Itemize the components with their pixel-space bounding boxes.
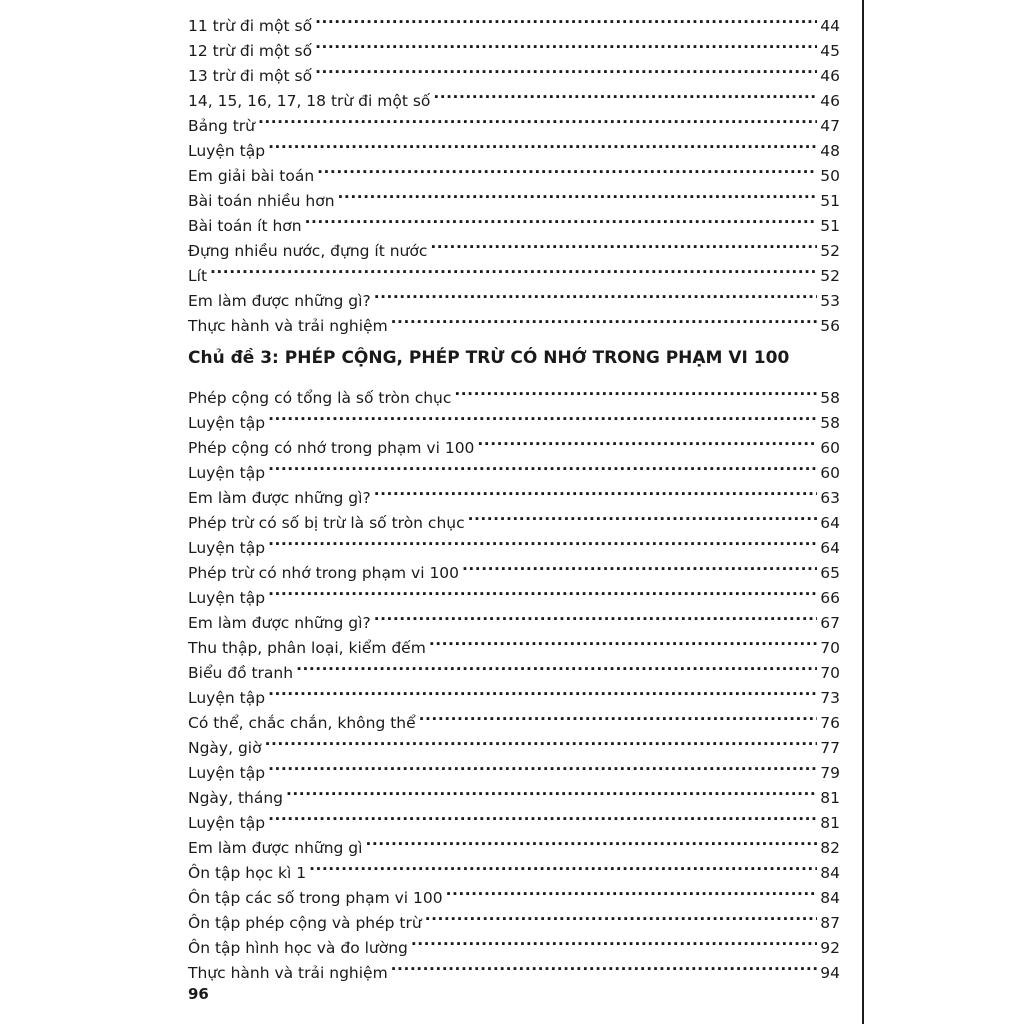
toc-dot-leader	[315, 31, 817, 56]
toc-entry-title: Có thể, chắc chắn, không thể	[188, 714, 416, 732]
toc-entry	[188, 478, 840, 507]
toc-dot-leader	[268, 803, 817, 828]
toc-dot-leader	[425, 903, 817, 928]
toc-dot-leader	[268, 678, 817, 703]
toc-entry-title: Em làm được những gì?	[188, 614, 371, 632]
toc-entry-title: Bài toán nhiều hơn	[188, 192, 335, 210]
toc-entry-title: Lít	[188, 267, 208, 285]
toc-entry-title: Ngày, giờ	[188, 739, 262, 757]
toc-entry-page: 92	[820, 939, 840, 957]
toc-entry-page: 56	[820, 317, 840, 335]
toc-dot-leader	[411, 928, 817, 953]
toc-dot-leader	[317, 156, 817, 181]
toc-entry-page: 53	[820, 292, 840, 310]
toc-entry-page: 44	[820, 17, 840, 35]
toc-entry-page: 58	[820, 389, 840, 407]
toc-entry-page: 87	[820, 914, 840, 932]
toc-entry-title: Luyện tập	[188, 814, 266, 832]
toc-entry-page: 82	[820, 839, 840, 857]
toc-dot-leader	[419, 703, 817, 728]
toc-entry-page: 60	[820, 439, 840, 457]
page-number: 96	[188, 985, 209, 1003]
toc-entry	[188, 156, 840, 185]
toc-section-chu-de-3	[188, 378, 840, 982]
toc-dot-leader	[477, 428, 817, 453]
toc-dot-leader	[296, 653, 817, 678]
toc-entry-page: 70	[820, 639, 840, 657]
toc-entry-title: Phép trừ có nhớ trong phạm vi 100	[188, 564, 460, 582]
toc-entry-page: 58	[820, 414, 840, 432]
toc-entry-page: 48	[820, 142, 840, 160]
toc-dot-leader	[468, 503, 817, 528]
toc-entry-page: 63	[820, 489, 840, 507]
toc-entry-title: Phép cộng có tổng là số tròn chục	[188, 389, 452, 407]
toc-entry-title: 12 trừ đi một số	[188, 42, 313, 60]
toc-dot-leader	[315, 6, 817, 31]
toc-entry-page: 65	[820, 564, 840, 582]
toc-entry	[188, 703, 840, 732]
toc-dot-leader	[446, 878, 817, 903]
toc-entry-title: Thu thập, phân loại, kiểm đếm	[188, 639, 426, 657]
toc-dot-leader	[391, 306, 817, 331]
toc-dot-leader	[430, 231, 817, 256]
toc-entry	[188, 528, 840, 557]
toc-entry-title: Luyện tập	[188, 414, 266, 432]
toc-entry	[188, 678, 840, 707]
toc-entry-page: 64	[820, 514, 840, 532]
toc-dot-leader	[433, 81, 817, 106]
toc-entry-page: 52	[820, 242, 840, 260]
toc-entry-page: 76	[820, 714, 840, 732]
toc-entry	[188, 828, 840, 857]
toc-entry	[188, 753, 840, 782]
toc-entry-title: Ôn tập các số trong phạm vi 100	[188, 889, 443, 907]
toc-entry	[188, 281, 840, 310]
toc-entry	[188, 428, 840, 457]
toc-entry-title: Em làm được những gì?	[188, 489, 371, 507]
toc-entry-page: 81	[820, 789, 840, 807]
toc-entry	[188, 453, 840, 482]
toc-entry-page: 64	[820, 539, 840, 557]
toc-entry-page: 46	[820, 92, 840, 110]
toc-dot-leader	[268, 453, 817, 478]
toc-entry	[188, 778, 840, 807]
toc-entry	[188, 378, 840, 407]
toc-dot-leader	[338, 181, 817, 206]
toc-dot-leader	[286, 778, 817, 803]
toc-dot-leader	[374, 478, 817, 503]
toc-entry	[188, 256, 840, 285]
toc-entry	[188, 553, 840, 582]
toc-entry	[188, 728, 840, 757]
toc-dot-leader	[374, 603, 817, 628]
toc-dot-leader	[309, 853, 817, 878]
toc-entry	[188, 106, 840, 135]
toc-entry-page: 66	[820, 589, 840, 607]
toc-dot-leader	[305, 206, 817, 231]
toc-dot-leader	[210, 256, 817, 281]
toc-dot-leader	[268, 578, 817, 603]
section-heading: Chủ đề 3: PHÉP CỘNG, PHÉP TRỪ CÓ NHỚ TRONG PHẠM VI 100	[188, 348, 790, 368]
toc-entry-page: 52	[820, 267, 840, 285]
toc-entry-page: 45	[820, 42, 840, 60]
toc-entry-title: Đựng nhiều nước, đựng ít nước	[188, 242, 428, 260]
toc-entry-title: Bài toán ít hơn	[188, 217, 302, 235]
toc-entry-title: Ôn tập học kì 1	[188, 864, 307, 882]
toc-entry-title: Luyện tập	[188, 589, 266, 607]
toc-entry-page: 51	[820, 192, 840, 210]
toc-entry-title: Luyện tập	[188, 142, 266, 160]
toc-dot-leader	[374, 281, 817, 306]
table-of-contents	[188, 6, 840, 982]
toc-entry-page: 84	[820, 864, 840, 882]
toc-entry-page: 73	[820, 689, 840, 707]
toc-dot-leader	[315, 56, 817, 81]
toc-entry-page: 50	[820, 167, 840, 185]
toc-entry-page: 77	[820, 739, 840, 757]
toc-entry-title: Luyện tập	[188, 539, 266, 557]
toc-entry-title: Phép cộng có nhớ trong phạm vi 100	[188, 439, 475, 457]
toc-entry-title: Luyện tập	[188, 764, 266, 782]
toc-dot-leader	[258, 106, 817, 131]
toc-entry-page: 51	[820, 217, 840, 235]
toc-entry-title: Thực hành và trải nghiệm	[188, 317, 388, 335]
toc-entry-title: Biểu đồ tranh	[188, 664, 294, 682]
toc-entry-page: 67	[820, 614, 840, 632]
toc-entry-title: Luyện tập	[188, 464, 266, 482]
toc-entry-page: 47	[820, 117, 840, 135]
toc-dot-leader	[268, 753, 817, 778]
toc-entry-title: Em làm được những gì	[188, 839, 363, 857]
toc-entry-title: Em làm được những gì?	[188, 292, 371, 310]
toc-dot-leader	[391, 953, 817, 978]
toc-entry-page: 79	[820, 764, 840, 782]
toc-dot-leader	[268, 528, 817, 553]
toc-dot-leader	[268, 403, 817, 428]
toc-dot-leader	[268, 131, 817, 156]
toc-dot-leader	[429, 628, 817, 653]
toc-entry-title: Thực hành và trải nghiệm	[188, 964, 388, 982]
toc-entry-title: 14, 15, 16, 17, 18 trừ đi một số	[188, 92, 431, 110]
toc-entry-title: Luyện tập	[188, 689, 266, 707]
toc-entry-page: 94	[820, 964, 840, 982]
toc-entry-page: 81	[820, 814, 840, 832]
toc-dot-leader	[454, 378, 817, 403]
toc-entry-title: 11 trừ đi một số	[188, 17, 313, 35]
toc-entry	[188, 578, 840, 607]
page-edge-divider	[862, 0, 864, 1024]
toc-entry-title: 13 trừ đi một số	[188, 67, 313, 85]
toc-entry-page: 70	[820, 664, 840, 682]
toc-entry-title: Ngày, tháng	[188, 789, 284, 807]
toc-entry-page: 60	[820, 464, 840, 482]
toc-dot-leader	[462, 553, 817, 578]
toc-entry-page: 84	[820, 889, 840, 907]
toc-entry	[188, 6, 840, 35]
toc-entry	[188, 803, 840, 832]
toc-entry	[188, 603, 840, 632]
toc-section-continued	[188, 6, 840, 335]
toc-entry	[188, 131, 840, 160]
toc-entry-page: 46	[820, 67, 840, 85]
toc-entry-title: Ôn tập hình học và đo lường	[188, 939, 408, 957]
toc-entry-title: Em giải bài toán	[188, 167, 315, 185]
toc-entry-title: Ôn tập phép cộng và phép trừ	[188, 914, 422, 932]
toc-entry-title: Bảng trừ	[188, 117, 255, 135]
toc-dot-leader	[365, 828, 817, 853]
toc-entry	[188, 403, 840, 432]
toc-entry-title: Phép trừ có số bị trừ là số tròn chục	[188, 514, 465, 532]
toc-dot-leader	[265, 728, 817, 753]
